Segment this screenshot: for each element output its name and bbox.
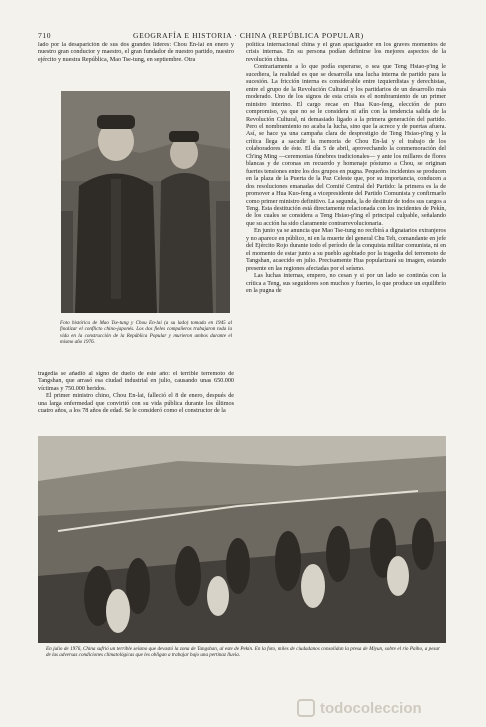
paragraph: lado por la desaparición de sus dos grandes líderes: Chou En-lai en enero y nuestro gran conductor y maestro, el gran fundador de nuestro partido, nuestro ejército y nuestra República, Mao Tse-tung, en septiembre. Otra xyxy=(38,42,234,63)
left-column-top-text xyxy=(38,42,234,84)
watermark-mark-icon xyxy=(296,697,476,719)
right-column-text xyxy=(246,42,446,432)
photo-dam-workers xyxy=(38,436,446,643)
paragraph: Las luchas internas, empero, no cesan y si por un lado se continúa con la crítica a Teng, sus seguidores son muchos y fuertes, lo que produce un equilibrio en la pugna de xyxy=(246,273,446,294)
photo-mao-chou xyxy=(61,91,230,313)
watermark-text: todocoleccion xyxy=(320,700,422,717)
page-number: 710 xyxy=(38,31,52,40)
photo-mao-chou-image xyxy=(61,91,230,313)
paragraph: En junio ya se anuncia que Mao Tse-tung no recibirá a dignatarios extranjeros y no aparece en público, ni en la muerte del general Chu Teh, comandante en jefe del Ejército Rojo durante todo el período de la conquista militar comunista, ni en el momento de estar junto a su pueblo agobiado por la tragedia del terremoto de Tangshan, acaecido en julio. Precisamente Hua popularizará su imagen, estando presente en las regiones afectadas por el seísmo. xyxy=(246,228,446,272)
paragraph: tragedia se añadió al signo de duelo de este año: el terrible terremoto de Tangshan, que arrasó esa ciudad industrial en julio, causando unas 650.000 víctimas y 750.000 heridos. xyxy=(38,371,234,392)
paragraph: El primer ministro chino, Chou En-lai, falleció el 8 de enero, después de una larga enfermedad que convirtió con su vida pública durante los últimos cuatro años, a los 78 años de edad. Se le consideró como el constructor de la xyxy=(38,393,234,415)
watermark-logo xyxy=(296,697,476,719)
left-column-bottom-text xyxy=(38,371,234,439)
paragraph: Contrariamente a lo que podía esperarse, o sea que Teng Hsiao-p'ing le sucediera, la realidad es que se desarrolla una lucha interna de partido para la sucesión. La fricción interna es considerable entre izquierdistas y derechistas, entre el grupo de la Revolución Cultural y los partidarios de un desarrollo más moderado. Uno de los signos de esta crisis es el nombramiento de un primer ministro interino. El cargo recae en Hua Kuo-feng, elección de puro compromiso, ya que no se le considera ni afín con la tendencia salida de la Revolución Cultural, ni demasiado ligado a la primera generación del partido. Pero el nombramiento no acaba la lucha, sino que la acrece y de puertas afuera. Así, se hace ya una campaña clara de desprestigio de Teng Hsiao-p'ing y la crítica llega a sacudir la memoria de Chou En-lai y el trabajo de los colaboradores de éste. El día 5 de abril, aprovechando la conmemoración del Ch'ing Ming —ceremonias fúnebres tradicionales— y ante los millares de flores blancas y de coronas en recuerdo y homenaje póstumo a Chou, se originan fuertes tensiones entre los dos grupos en pugna. Pequeños incidentes se producen en la plaza de la Puerta de la Paz Celeste que, por su importancia, conducen a dos resoluciones emanadas del Comité Central del Partido: la primera es la de promover a Hua Kuo-feng a vicepresidente del Partido Comunista y confirmarlo como primer ministro definitivo. La segunda, la de destituir de todos sus cargos a Teng. Esta destitución está directamente relacionada con los incidentes de Pekín, de los cuales se considera a Teng Hsiao-p'ing el principal culpable, señalando que su acción ha sido claramente contrarrevolucionaria. xyxy=(246,64,446,227)
photo-caption-top: Foto histórica de Mao Tse-tung y Chou En-lai (a su lado) tomada en 1945 al finalizar el conflicto chino-japonés. Los dos fieles compañeros trabajaron toda la vida en la construcción de la República Popular y murieron ambos durante el mismo año 1976. xyxy=(60,320,232,345)
running-title: GEOGRAFÍA E HISTORIA · CHINA (REPÚBLICA POPULAR) xyxy=(133,31,364,40)
photo-caption-bottom: En julio de 1976, China sufrió un terrible seísmo que devastó la zona de Tangshan, al este de Pekín. En la foto, miles de ciudadanos consolidan la presa de Miyun, sobre el río Paiho, a pesar de las adversas condiciones climatológicas que les obligan a trabajar bajo una pertinaz lluvia. xyxy=(46,646,440,659)
photo-dam-workers-image xyxy=(38,436,446,643)
paragraph: política internacional china y el gran apaciguador en los graves momentos de crisis internas. En su persona podían definirse los mejores aspectos de la revolución china. xyxy=(246,42,446,63)
